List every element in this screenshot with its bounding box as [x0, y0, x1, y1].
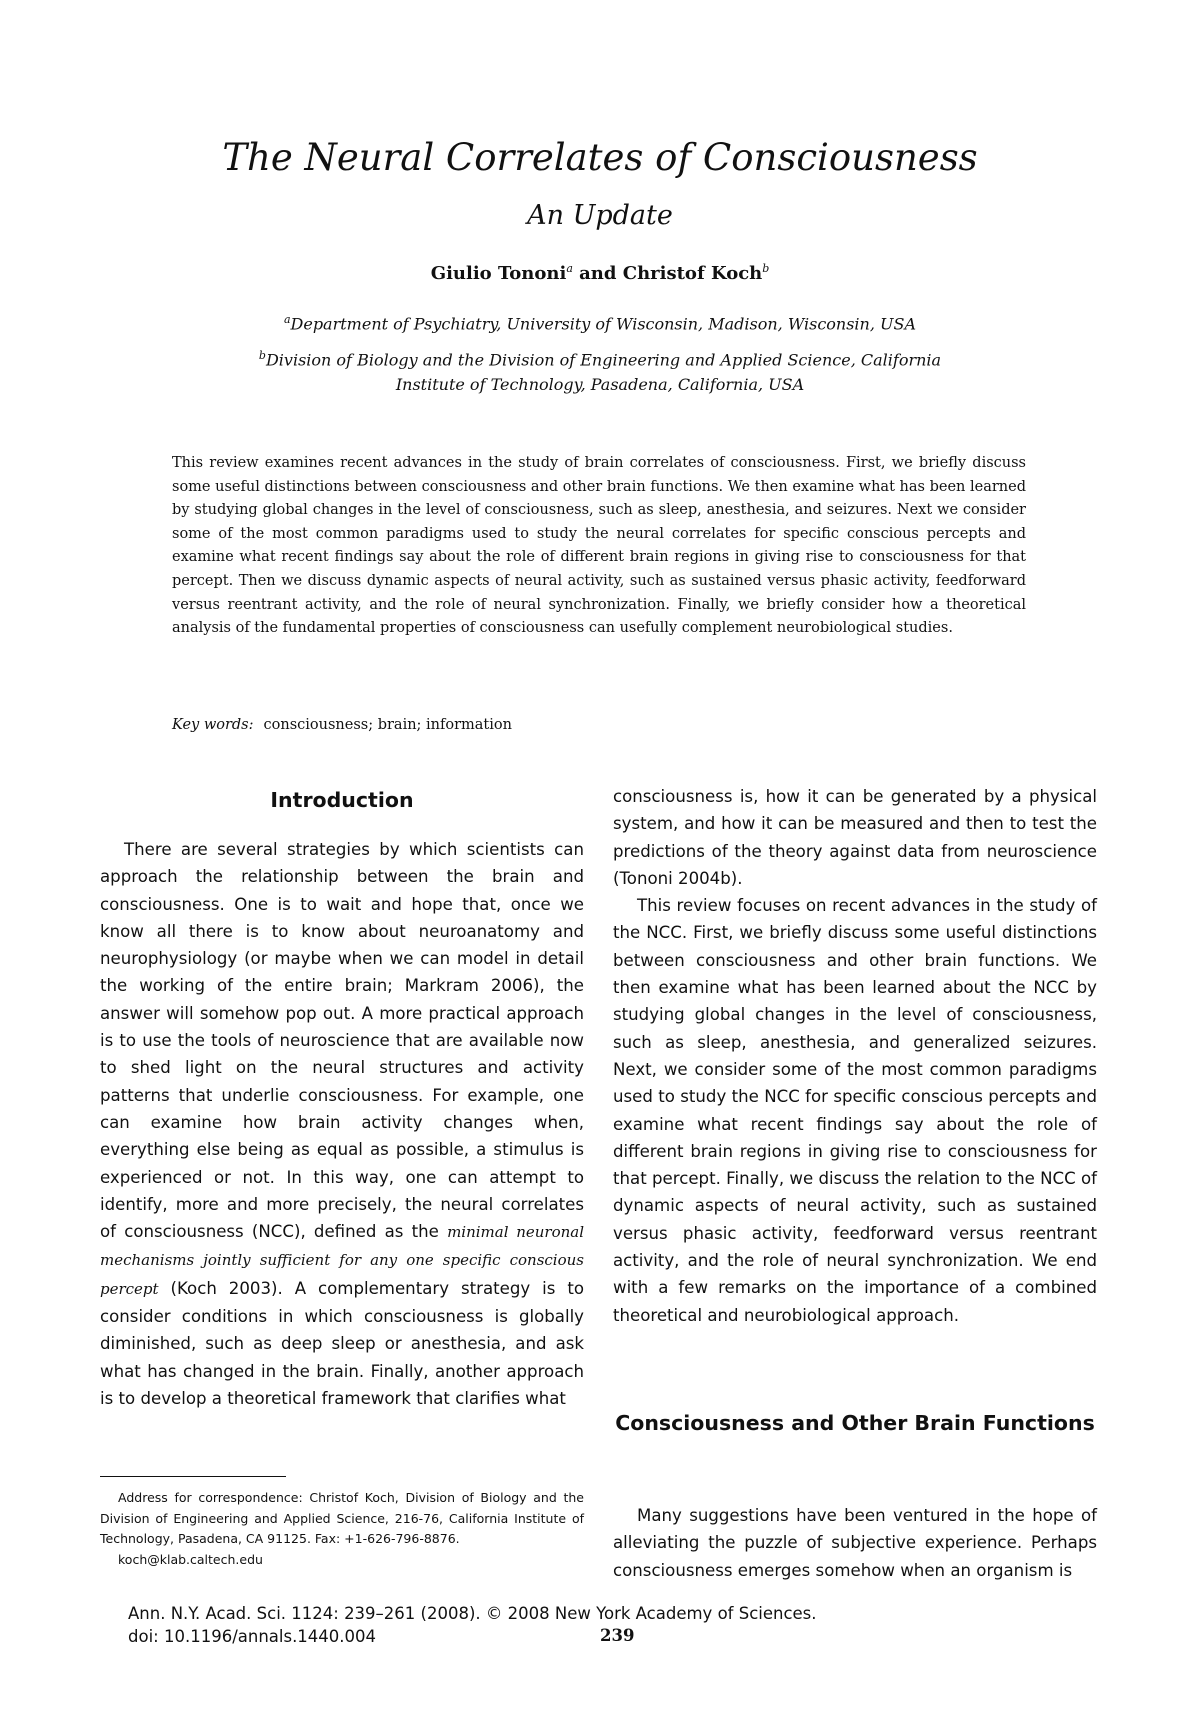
- author-line: [0, 262, 1200, 284]
- author-koch-mark: b: [762, 262, 770, 275]
- journal-citation: [128, 1602, 817, 1648]
- ncc-definition: minimal neuronal mechanisms jointly sufficient for any one specific conscious percept: [100, 1223, 585, 1298]
- intro-paragraph-1: [100, 836, 584, 1412]
- author-tononi-mark: a: [566, 262, 573, 275]
- article-subtitle: An Update: [527, 200, 673, 231]
- author-koch: Christof Koch: [622, 263, 763, 284]
- author-tononi: Giulio Tononi: [430, 263, 567, 284]
- affiliation-b-line1: Division of Biology and the Division of Engineering and Applied Science, California: [265, 350, 942, 370]
- citation-line: Ann. N.Y. Acad. Sci. 1124: 239–261 (2008). © 2008 New York Academy of Sciences.: [128, 1604, 817, 1623]
- intro-paragraph-1-continued: consciousness is, how it can be generated by a physical system, and how it can be measured and then to test the predictions of the theory against data from neuroscience (Tononi 2004b).: [613, 787, 1097, 888]
- section-heading-consciousness: Consciousness and Other Brain Functions: [615, 1411, 1095, 1435]
- affiliation-b: [200, 343, 1000, 397]
- correspondence-footnote: [100, 1488, 584, 1570]
- footnote-rule: [100, 1476, 286, 1477]
- author-joiner: and: [572, 263, 623, 284]
- section-heading-introduction: Introduction: [270, 788, 414, 812]
- right-column-bottom: [613, 1502, 1097, 1584]
- page-number: 239: [600, 1626, 635, 1645]
- left-column: [100, 836, 584, 1412]
- footnote-email: koch@klab.caltech.edu: [118, 1551, 263, 1567]
- keywords-list: consciousness; brain; information: [263, 717, 512, 733]
- keywords: [172, 717, 512, 733]
- affiliation-b-mark: b: [258, 349, 266, 362]
- doi-line: doi: 10.1196/annals.1440.004: [128, 1627, 377, 1646]
- abstract: This review examines recent advances in the study of brain correlates of consciousness. First, we briefly discuss some useful distinctions between consciousness and other brain functions. We then examine what has been learned by studying global changes in the level of consciousness, such as sleep, anesthesia, and seizures. Next we consider some of the most common paradigms used to study the neural correlates for specific conscious percepts and examine what recent findings say about the role of different brain regions in giving rise to consciousness for that percept. Then we discuss dynamic aspects of neural activity, such as sustained versus phasic activity, feedforward versus reentrant activity, and the role of neural synchronization. Finally, we briefly consider how a theoretical analysis of the fundamental properties of consciousness can usefully complement neurobiological studies.: [172, 455, 1026, 637]
- intro-p1-text: There are several strategies by which scientists can approach the relationship between the brain and consciousness. One is to wait and hope that, once we know all there is to know about neuroanatomy and neurophysiology (or maybe when we can model in detail the working of the entire brain; Markram 2006), the answer will somehow pop out. A more practical approach is to use the tools of neuroscience that are available now to shed light on the neural structures and activity patterns that underlie consciousness. For example, one can examine how brain activity changes when, everything else being as equal as possible, a stimulus is experienced or not. In this way, one can attempt to identify, more and more precisely, the neural correlates of consciousness (NCC), defined as the: [100, 840, 584, 1242]
- affiliation-b-line2: Institute of Technology, Pasadena, California, USA: [395, 375, 805, 395]
- affiliation-a: [200, 307, 1000, 336]
- section2-paragraph-1: Many suggestions have been ventured in the hope of alleviating the puzzle of subjective experience. Perhaps consciousness emerges somehow when an organism is: [613, 1506, 1097, 1580]
- affiliation-a-text: Department of Psychiatry, University of Wisconsin, Madison, Wisconsin, USA: [290, 314, 917, 334]
- footnote-address: Address for correspondence: Christof Koch, Division of Biology and the Division of Engineering and Applied Science, 216-76, California Institute of Technology, Pasadena, CA 91125. Fax: +1-626-796-8876.: [100, 1490, 584, 1546]
- intro-p1-text-after: (Koch 2003). A complementary strategy is to consider conditions in which consciousness is globally diminished, such as deep sleep or anesthesia, and ask what has changed in the brain. Finally, another approach is to develop a theoretical framework that clarifies what: [100, 1278, 584, 1408]
- affiliation-a-mark: a: [283, 313, 291, 326]
- keywords-label: Key words:: [172, 717, 254, 733]
- article-title: The Neural Correlates of Consciousness: [222, 136, 978, 179]
- intro-paragraph-2: This review focuses on recent advances in the study of the NCC. First, we briefly discuss some useful distinctions between consciousness and other brain functions. We then examine what has been learned about the NCC by studying global changes in the level of consciousness, such as sleep, anesthesia, and generalized seizures. Next, we consider some of the most common paradigms used to study the NCC for specific conscious percepts and examine what recent findings say about the role of different brain regions in giving rise to consciousness for that percept. Finally, we discuss the relation to the NCC of dynamic aspects of neural activity, such as sustained versus phasic activity, feedforward versus reentrant activity, and the role of neural synchronization. We end with a few remarks on the importance of a combined theoretical and neurobiological approach.: [613, 896, 1097, 1325]
- right-column-top: [613, 783, 1097, 1329]
